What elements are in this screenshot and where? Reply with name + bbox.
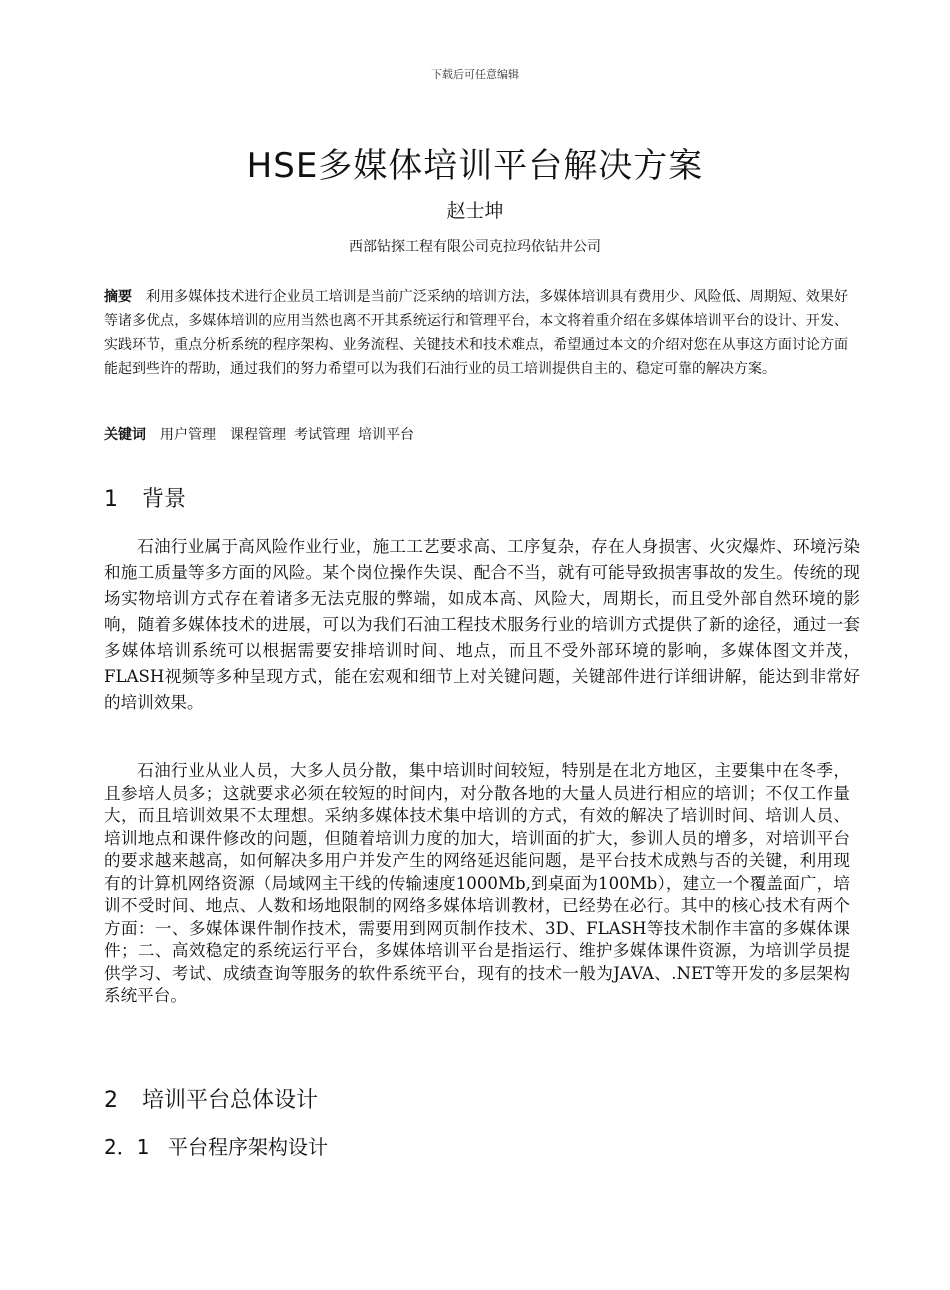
section-heading-overall-design [104,1083,318,1114]
section-title: 培训平台总体设计 [142,1088,319,1113]
affiliation: 西部钻探工程有限公司克拉玛依钻井公司 [349,239,601,255]
body-paragraph: 石油行业属于高风险作业行业，施工工艺要求高、工序复杂，存在人身损害、火灾爆炸、环境污染和施工质量等多方面的风险。某个岗位操作失误、配合不当，就有可能导致损害事故的发生。传统的现场实物培训方式存在着诸多无法克服的弊端，如成本高、风险大，周期长，而且受外部自然环境的影响，随着多媒体技术的进展，可以为我们石油工程技术服务行业的培训方式提供了新的途径，通过一套多媒体培训系统可以根据需要安排培训时间、地点，而且不受外部环境的影响，多媒体图文并茂，FLASH视频等多种呈现方式，能在宏观和细节上对关键问题，关键部件进行详细讲解，能达到非常好的培训效果。 [104,537,860,712]
section-heading-background [104,482,186,513]
abstract [104,285,848,381]
section-number: 1 [104,487,118,512]
keywords-label: 关键词 [104,427,146,443]
subsection-title: 平台程序架构设计 [168,1135,328,1159]
section-number: 2 [104,1088,118,1113]
header-note: 下载后可任意编辑 [431,68,519,81]
keyword: 课程管理 [230,427,286,443]
keyword: 用户管理 [160,427,216,443]
abstract-label: 摘要 [104,289,133,305]
author: 赵士坤 [446,200,504,222]
subsection-heading-architecture [104,1131,328,1160]
subsection-number: 2．1 [104,1135,150,1159]
abstract-text: 利用多媒体技术进行企业员工培训是当前广泛采纳的培训方法，多媒体培训具有费用少、风险低、周期短、效果好等诸多优点，多媒体培训的应用当然也离不开其系统运行和管理平台，本文将着重介绍在多媒体培训平台的设计、开发、实践环节，重点分析系统的程序架构、业务流程、关键技术和技术难点，希望通过本文的介绍对您在从事这方面讨论方面能起到些许的帮助，通过我们的努力希望可以为我们石油行业的员工培训提供自主的、稳定可靠的解决方案。 [104,289,849,377]
keyword: 考试管理 [294,427,350,443]
page-title: HSE多媒体培训平台解决方案 [246,146,704,186]
keyword: 培训平台 [358,427,414,443]
body-paragraph: 石油行业从业人员，大多人员分散，集中培训时间较短，特别是在北方地区，主要集中在冬季，且参培人员多；这就要求必须在较短的时间内，对分散各地的大量人员进行相应的培训；不仅工作量大，而且培训效果不太理想。采纳多媒体技术集中培训的方式，有效的解决了培训时间、培训人员、培训地点和课件修改的问题，但随着培训力度的加大，培训面的扩大，参训人员的增多，对培训平台的要求越来越高，如何解决多用户并发产生的网络延迟能问题，是平台技术成熟与否的关键，利用现有的计算机网络资源（局域网主干线的传输速度1000Mb,到桌面为100Mb），建立一个覆盖面广，培训不受时间、地点、人数和场地限制的网络多媒体培训教材，已经势在必行。其中的核心技术有两个方面：一、多媒体课件制作技术，需要用到网页制作技术、3D、FLASH等技术制作丰富的多媒体课件；二、高效稳定的系统运行平台，多媒体培训平台是指运行、维护多媒体课件资源，为培训学员提供学习、考试、成绩查询等服务的软件系统平台，现有的技术一般为JAVA、.NET等开发的多层架构系统平台。 [104,761,850,1005]
section-title: 背景 [142,487,187,512]
keywords [104,424,848,446]
